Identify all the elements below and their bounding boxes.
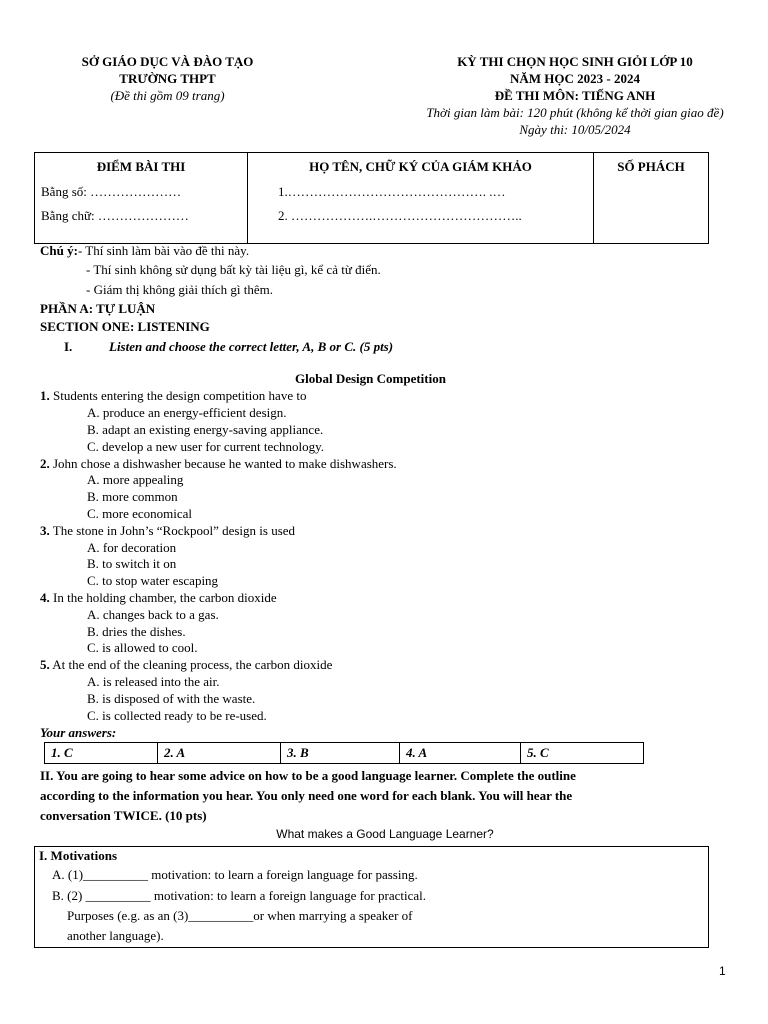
answers-label: Your answers: [40, 725, 117, 740]
question-2 [40, 456, 397, 473]
task-1-number: I. [64, 339, 73, 354]
question-number: 5. [40, 657, 50, 672]
question-stem: At the end of the cleaning process, the carbon dioxide [49, 657, 333, 672]
exam-subject: ĐỀ THI MÔN: TIẾNG ANH [494, 88, 656, 103]
answer-cell-4[interactable]: 4. A [400, 743, 521, 764]
question-1-option-b[interactable]: B. adapt an existing energy-saving appliance. [87, 422, 324, 437]
score-words-line[interactable]: Bằng chữ: ………………… [41, 208, 189, 224]
exam-date: Ngày thi: 10/05/2024 [519, 122, 631, 137]
outline-box [34, 846, 709, 948]
school-year: NĂM HỌC 2023 - 2024 [510, 71, 640, 86]
question-1-option-a[interactable]: A. produce an energy-efficient design. [87, 405, 287, 420]
question-number: 4. [40, 590, 50, 605]
code-title: SỐ PHÁCH [617, 159, 685, 174]
question-2-option-a[interactable]: A. more appealing [87, 472, 184, 487]
task-1-instruction: Listen and choose the correct letter, A, B or C. (5 pts) [109, 339, 394, 354]
school-name: TRƯỜNG THPT [119, 71, 216, 86]
question-number: 3. [40, 523, 50, 538]
question-4 [40, 590, 277, 607]
score-number-line[interactable]: Bằng số: ………………… [41, 183, 182, 199]
question-3-option-b[interactable]: B. to switch it on [87, 556, 177, 571]
task-2-instruction-1: II. You are going to hear some advice on how to be a good language learner. Complete the outline [40, 768, 576, 783]
question-3-option-c[interactable]: C. to stop water escaping [87, 573, 219, 588]
answer-cell-1[interactable]: 1. C [45, 743, 158, 764]
question-1-option-c[interactable]: C. develop a new user for current technology. [87, 439, 325, 454]
question-5-option-c[interactable]: C. is collected ready to be re-used. [87, 708, 267, 723]
examiner-cell [248, 153, 594, 244]
examiner-line-2[interactable]: 2. ……………….…………………………….. [278, 208, 522, 224]
note-line-2: - Thí sinh không sử dụng bất kỳ tài liệu gì, kể cả từ điển. [86, 262, 381, 277]
examiner-line-1[interactable]: 1.………………………………………. .… [278, 183, 506, 199]
score-table [34, 152, 709, 244]
examiner-title: HỌ TÊN, CHỮ KÝ CỦA GIÁM KHẢO [309, 159, 532, 174]
note-line-1: - Thí sinh làm bài vào đề thi này. [77, 243, 250, 258]
exam-name: KỲ THI CHỌN HỌC SINH GIỎI LỚP 10 [457, 54, 693, 69]
question-5 [40, 657, 332, 674]
outline-title: What makes a Good Language Learner? [276, 827, 494, 841]
answers-table [44, 742, 644, 764]
question-stem: The stone in John’s “Rockpool” design is used [49, 523, 296, 538]
task-2-instruction-3: conversation TWICE. (10 pts) [40, 808, 207, 823]
question-4-option-c[interactable]: C. is allowed to cool. [87, 640, 198, 655]
score-cell [35, 153, 248, 244]
question-3-option-a[interactable]: A. for decoration [87, 540, 177, 555]
question-4-option-b[interactable]: B. dries the dishes. [87, 624, 186, 639]
notes-label: Chú ý: [40, 243, 78, 258]
question-number: 2. [40, 456, 50, 471]
note-line-3: - Giám thị không giải thích gì thêm. [86, 282, 274, 297]
exam-duration: Thời gian làm bài: 120 phút (không kể thời gian giao đề) [426, 105, 724, 120]
header-right [395, 53, 755, 138]
header-left [40, 53, 295, 104]
question-2-option-c[interactable]: C. more economical [87, 506, 193, 521]
question-3 [40, 523, 295, 540]
question-number: 1. [40, 388, 50, 403]
answer-cell-2[interactable]: 2. A [158, 743, 281, 764]
question-5-option-b[interactable]: B. is disposed of with the waste. [87, 691, 256, 706]
code-cell [594, 153, 709, 244]
score-title: ĐIỂM BÀI THI [96, 159, 186, 174]
outline-heading: I. Motivations [39, 848, 117, 863]
outline-item-b[interactable]: B. (2) __________ motivation: to learn a foreign language for practical. [52, 888, 426, 903]
part-a-heading: PHẦN A: TỰ LUẬN [40, 301, 156, 316]
passage-title: Global Design Competition [295, 371, 446, 386]
task-2-instruction-2: according to the information you hear. You only need one word for each blank. You will hear the [40, 788, 573, 803]
page-count-note: (Đề thi gồm 09 trang) [110, 88, 225, 103]
outline-item-c[interactable]: Purposes (e.g. as an (3)__________or when marrying a speaker of [67, 908, 413, 923]
outline-item-a[interactable]: A. (1)__________ motivation: to learn a foreign language for passing. [52, 867, 418, 882]
page-number: 1 [719, 964, 726, 978]
question-1 [40, 388, 306, 405]
question-stem: John chose a dishwasher because he wanted to make dishwashers. [49, 456, 397, 471]
section-one-heading: SECTION ONE: LISTENING [40, 319, 210, 334]
notes [40, 243, 249, 260]
department-name: SỞ GIÁO DỤC VÀ ĐÀO TẠO [81, 54, 254, 69]
question-5-option-a[interactable]: A. is released into the air. [87, 674, 220, 689]
question-2-option-b[interactable]: B. more common [87, 489, 178, 504]
answer-cell-3[interactable]: 3. B [281, 743, 400, 764]
question-stem: In the holding chamber, the carbon dioxide [49, 590, 277, 605]
answer-cell-5[interactable]: 5. C [521, 743, 644, 764]
outline-item-d: another language). [67, 928, 164, 943]
question-4-option-a[interactable]: A. changes back to a gas. [87, 607, 219, 622]
question-stem: Students entering the design competition have to [49, 388, 307, 403]
